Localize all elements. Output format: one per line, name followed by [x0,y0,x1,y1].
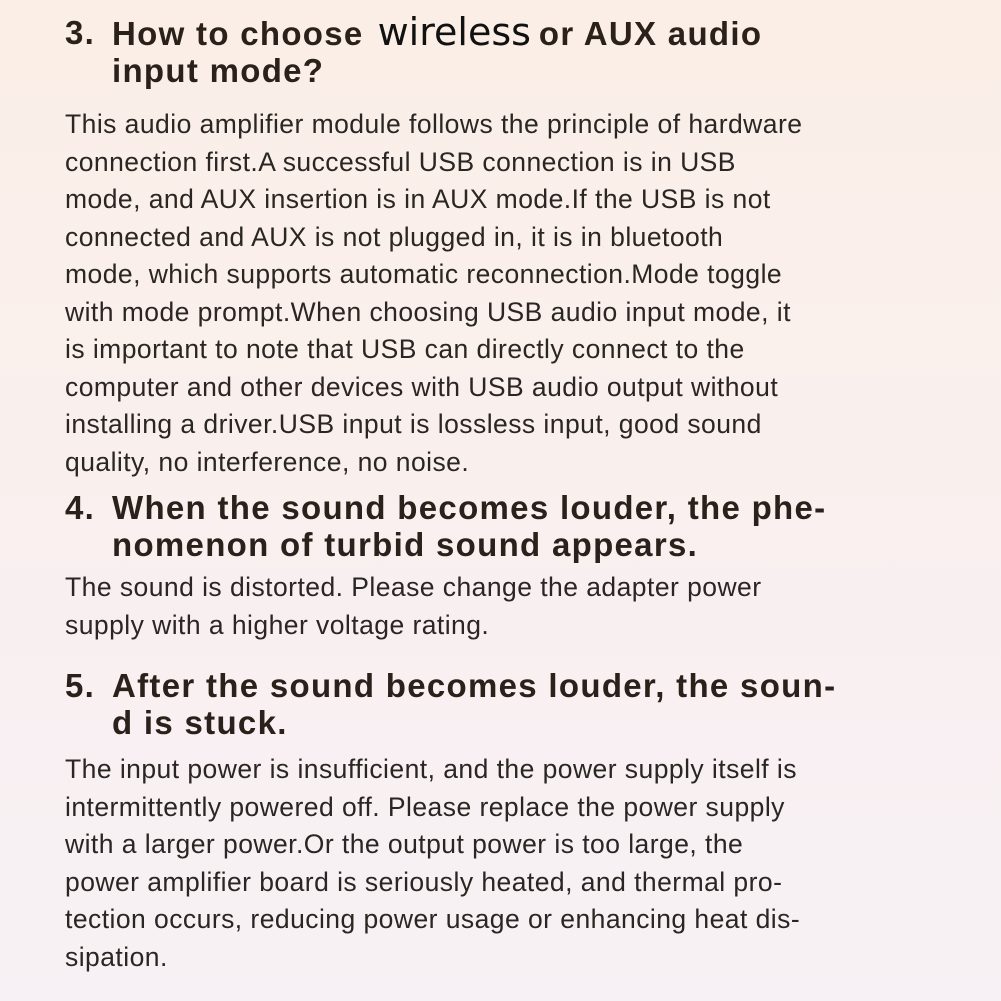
section-3-heading [65,10,965,89]
section-5-body-line: tection occurs, reducing power usage or enhancing heat dis- [65,904,801,934]
section-5-heading-line-1: After the sound becomes louder, the soun- [112,667,837,704]
faq-section-3 [65,10,965,481]
section-3-heading-line-2: input mode? [112,52,325,89]
section-3-body-line: connection first.A successful USB connection is in USB [65,146,736,177]
section-3-body-line: computer and other devices with USB audio output without [65,371,779,402]
section-5-body-line: The input power is insufficient, and the power supply itself is [65,754,797,784]
section-3-body-line: mode, which supports automatic reconnection.Mode toggle [65,259,783,289]
section-4-heading-line-2: nomenon of turbid sound appears. [112,526,699,563]
section-5-body-line: power amplifier board is seriously heated, and thermal pro- [65,866,783,897]
section-3-body-line: connected and AUX is not plugged in, it is in bluetooth [65,221,724,252]
section-5-heading [65,667,965,741]
section-3-body-line: is important to note that USB can directly connect to the [65,334,745,364]
section-3-body [65,106,965,481]
faq-document [65,10,965,976]
section-3-body-line: quality, no interference, no noise. [65,446,470,477]
section-3-heading-line-1 [65,10,965,54]
section-5-number: 5. [65,667,96,704]
section-3-number: 3. [65,14,96,51]
section-3-heading-part-2: or AUX audio [538,15,763,52]
section-3-body-line: installing a driver.USB input is lossless input, good sound [65,409,762,439]
section-3-body-line: mode, and AUX insertion is in AUX mode.If the USB is not [65,184,771,214]
section-5-body [65,751,965,976]
section-3-body-line: This audio amplifier module follows the principle of hardware [65,109,803,139]
section-3-heading-wireless: wireless [377,10,531,54]
faq-section-5 [65,667,965,976]
section-5-body-line: sipation. [65,941,168,972]
section-4-body [65,569,965,644]
faq-section-4 [65,489,965,644]
section-4-body-line: supply with a higher voltage rating. [65,609,490,640]
section-4-number: 4. [65,489,96,526]
section-3-heading-part-1: How to choose [112,15,364,52]
section-4-heading-line-1: When the sound becomes louder, the phe- [112,489,827,526]
section-4-heading [65,489,965,563]
section-5-body-line: with a larger power.Or the output power is too large, the [65,829,744,859]
section-3-body-line: with mode prompt.When choosing USB audio input mode, it [65,296,791,327]
section-5-body-line: intermittently powered off. Please replace the power supply [65,791,785,822]
section-5-heading-line-2: d is stuck. [112,704,288,741]
section-4-body-line: The sound is distorted. Please change the adapter power [65,572,762,602]
